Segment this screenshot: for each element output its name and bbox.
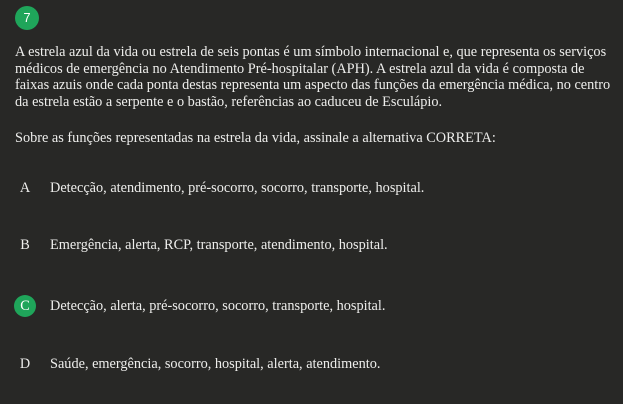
option-letter: A — [19, 180, 31, 196]
option-a[interactable] — [14, 177, 604, 199]
question-number-badge: 7 — [15, 6, 39, 30]
option-c[interactable] — [14, 295, 604, 317]
option-letter-correct: C — [14, 295, 36, 317]
option-b[interactable] — [14, 234, 604, 256]
option-text: Saúde, emergência, socorro, hospital, alerta, atendimento. — [50, 356, 381, 372]
question-stem: A estrela azul da vida ou estrela de seis pontas é um símbolo internacional e, que representa os serviços médicos de emergência no Atendimento Pré-hospitalar (APH). A estrela azul da vida é composta de faixas azuis onde cada ponta destas representa um aspecto das funções da emergência médica, no centro da estrela estão a serpente e o bastão, referências ao caduceu de Esculápio. — [15, 44, 611, 110]
option-letter: D — [19, 356, 31, 372]
option-text: Detecção, alerta, pré-socorro, socorro, transporte, hospital. — [50, 298, 386, 314]
option-d[interactable] — [14, 353, 604, 375]
option-text: Detecção, atendimento, pré-socorro, socorro, transporte, hospital. — [50, 180, 425, 196]
option-text: Emergência, alerta, RCP, transporte, atendimento, hospital. — [50, 237, 388, 253]
question-prompt: Sobre as funções representadas na estrela da vida, assinale a alternativa CORRETA: — [15, 130, 496, 146]
option-letter: B — [20, 237, 30, 253]
